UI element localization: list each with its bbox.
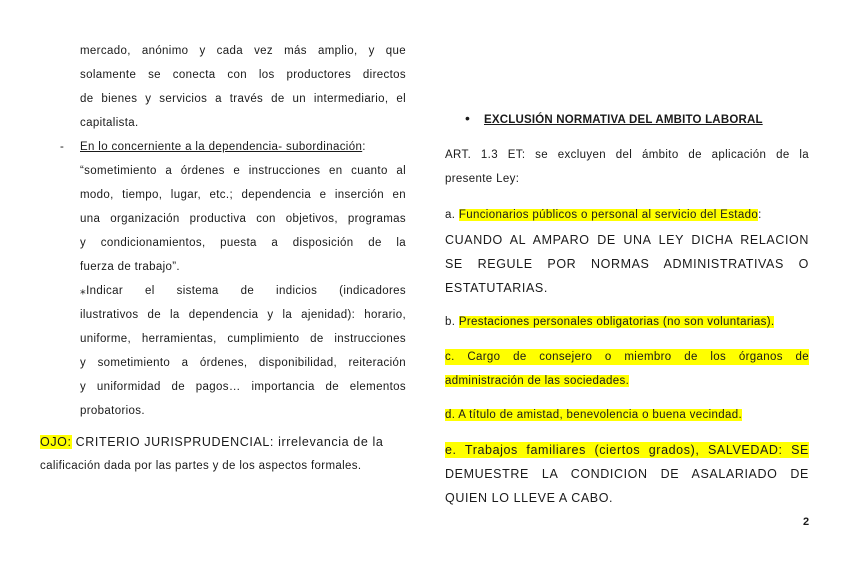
item-a-line: CUANDO AL AMPARO DE UNA LEY DICHA RELACION — [445, 233, 809, 247]
dependence-line: “sometimiento a órdenes e instrucciones en cuanto al — [80, 165, 406, 177]
item-b-prefix: b. — [445, 316, 459, 328]
indicios-line: ilustrativos de la dependencia y la ajenidad): horario, — [80, 309, 406, 321]
item-b-highlight: Prestaciones personales obligatorias (no son voluntarias). — [458, 316, 775, 328]
item-a-highlight: Funcionarios públicos o personal al servicio del Estado — [458, 209, 759, 221]
indicios-line: ⁎Indicar el sistema de indicios (indicadores — [80, 285, 406, 297]
item-c-highlight: administración de las sociedades. — [445, 375, 630, 387]
art-line: ART. 1.3 ET: se excluyen del ámbito de aplicación de la — [445, 149, 809, 161]
dash-bullet: - — [60, 141, 64, 153]
item-e-line: QUIEN LO LLEVE A CABO. — [445, 491, 614, 505]
ojo-text: CRITERIO JURISPRUDENCIAL: irrelevancia de la — [71, 435, 384, 449]
item-a-line: ESTATUTARIAS. — [445, 281, 548, 295]
intro-line: solamente se conecta con los productores directos — [80, 69, 406, 81]
dependence-line: fuerza de trabajo”. — [80, 261, 180, 273]
dependence-colon: : — [362, 141, 366, 153]
item-b-line — [445, 314, 774, 330]
item-e-line: DEMUESTRE LA CONDICION DE ASALARIADO DE — [445, 467, 809, 481]
item-e-line: e. Trabajos familiares (ciertos grados), SALVEDAD: SE — [445, 443, 809, 457]
ojo-label: OJO: — [40, 435, 72, 449]
dependence-line: y condicionamientos, puesta a disposición de la — [80, 237, 406, 249]
item-d-line — [445, 407, 742, 423]
dependence-line: una organización productiva con objetivos, programas — [80, 213, 406, 225]
intro-line: capitalista. — [80, 117, 139, 129]
ojo-line-2: calificación dada por las partes y de los aspectos formales. — [40, 460, 362, 472]
indicios-line: probatorios. — [80, 405, 145, 417]
indicios-line: y uniformidad de pagos… importancia de elementos — [80, 381, 406, 393]
art-line: presente Ley: — [445, 173, 520, 185]
dependence-line: modo, tiempo, lugar, etc.; dependencia e inserción en — [80, 189, 406, 201]
item-a-line — [445, 207, 762, 223]
indicios-line: y sometimiento a órdenes, disponibilidad, reiteración — [80, 357, 406, 369]
indicios-line: uniforme, herramientas, cumplimiento de instrucciones — [80, 333, 406, 345]
item-a-line: SE REGULE POR NORMAS ADMINISTRATIVAS O — [445, 257, 809, 271]
item-d-highlight: d. A título de amistad, benevolencia o buena vecindad. — [445, 409, 743, 421]
item-a-colon: : — [758, 209, 762, 221]
intro-line: mercado, anónimo y cada vez más amplio, y que — [80, 45, 406, 57]
heading-bullet: • — [465, 110, 470, 126]
item-c-line: c. Cargo de consejero o miembro de los órganos de — [445, 351, 809, 363]
item-c-line-2 — [445, 373, 629, 389]
dependence-heading: En lo concerniente a la dependencia- subordinación — [80, 141, 363, 153]
ojo-line — [40, 434, 406, 451]
item-a-prefix: a. — [445, 209, 459, 221]
dependence-heading-line — [80, 139, 366, 155]
page-number: 2 — [803, 516, 810, 528]
intro-line: de bienes y servicios a través de un intermediario, el — [80, 93, 406, 105]
section-heading: EXCLUSIÓN NORMATIVA DEL AMBITO LABORAL — [484, 114, 763, 126]
